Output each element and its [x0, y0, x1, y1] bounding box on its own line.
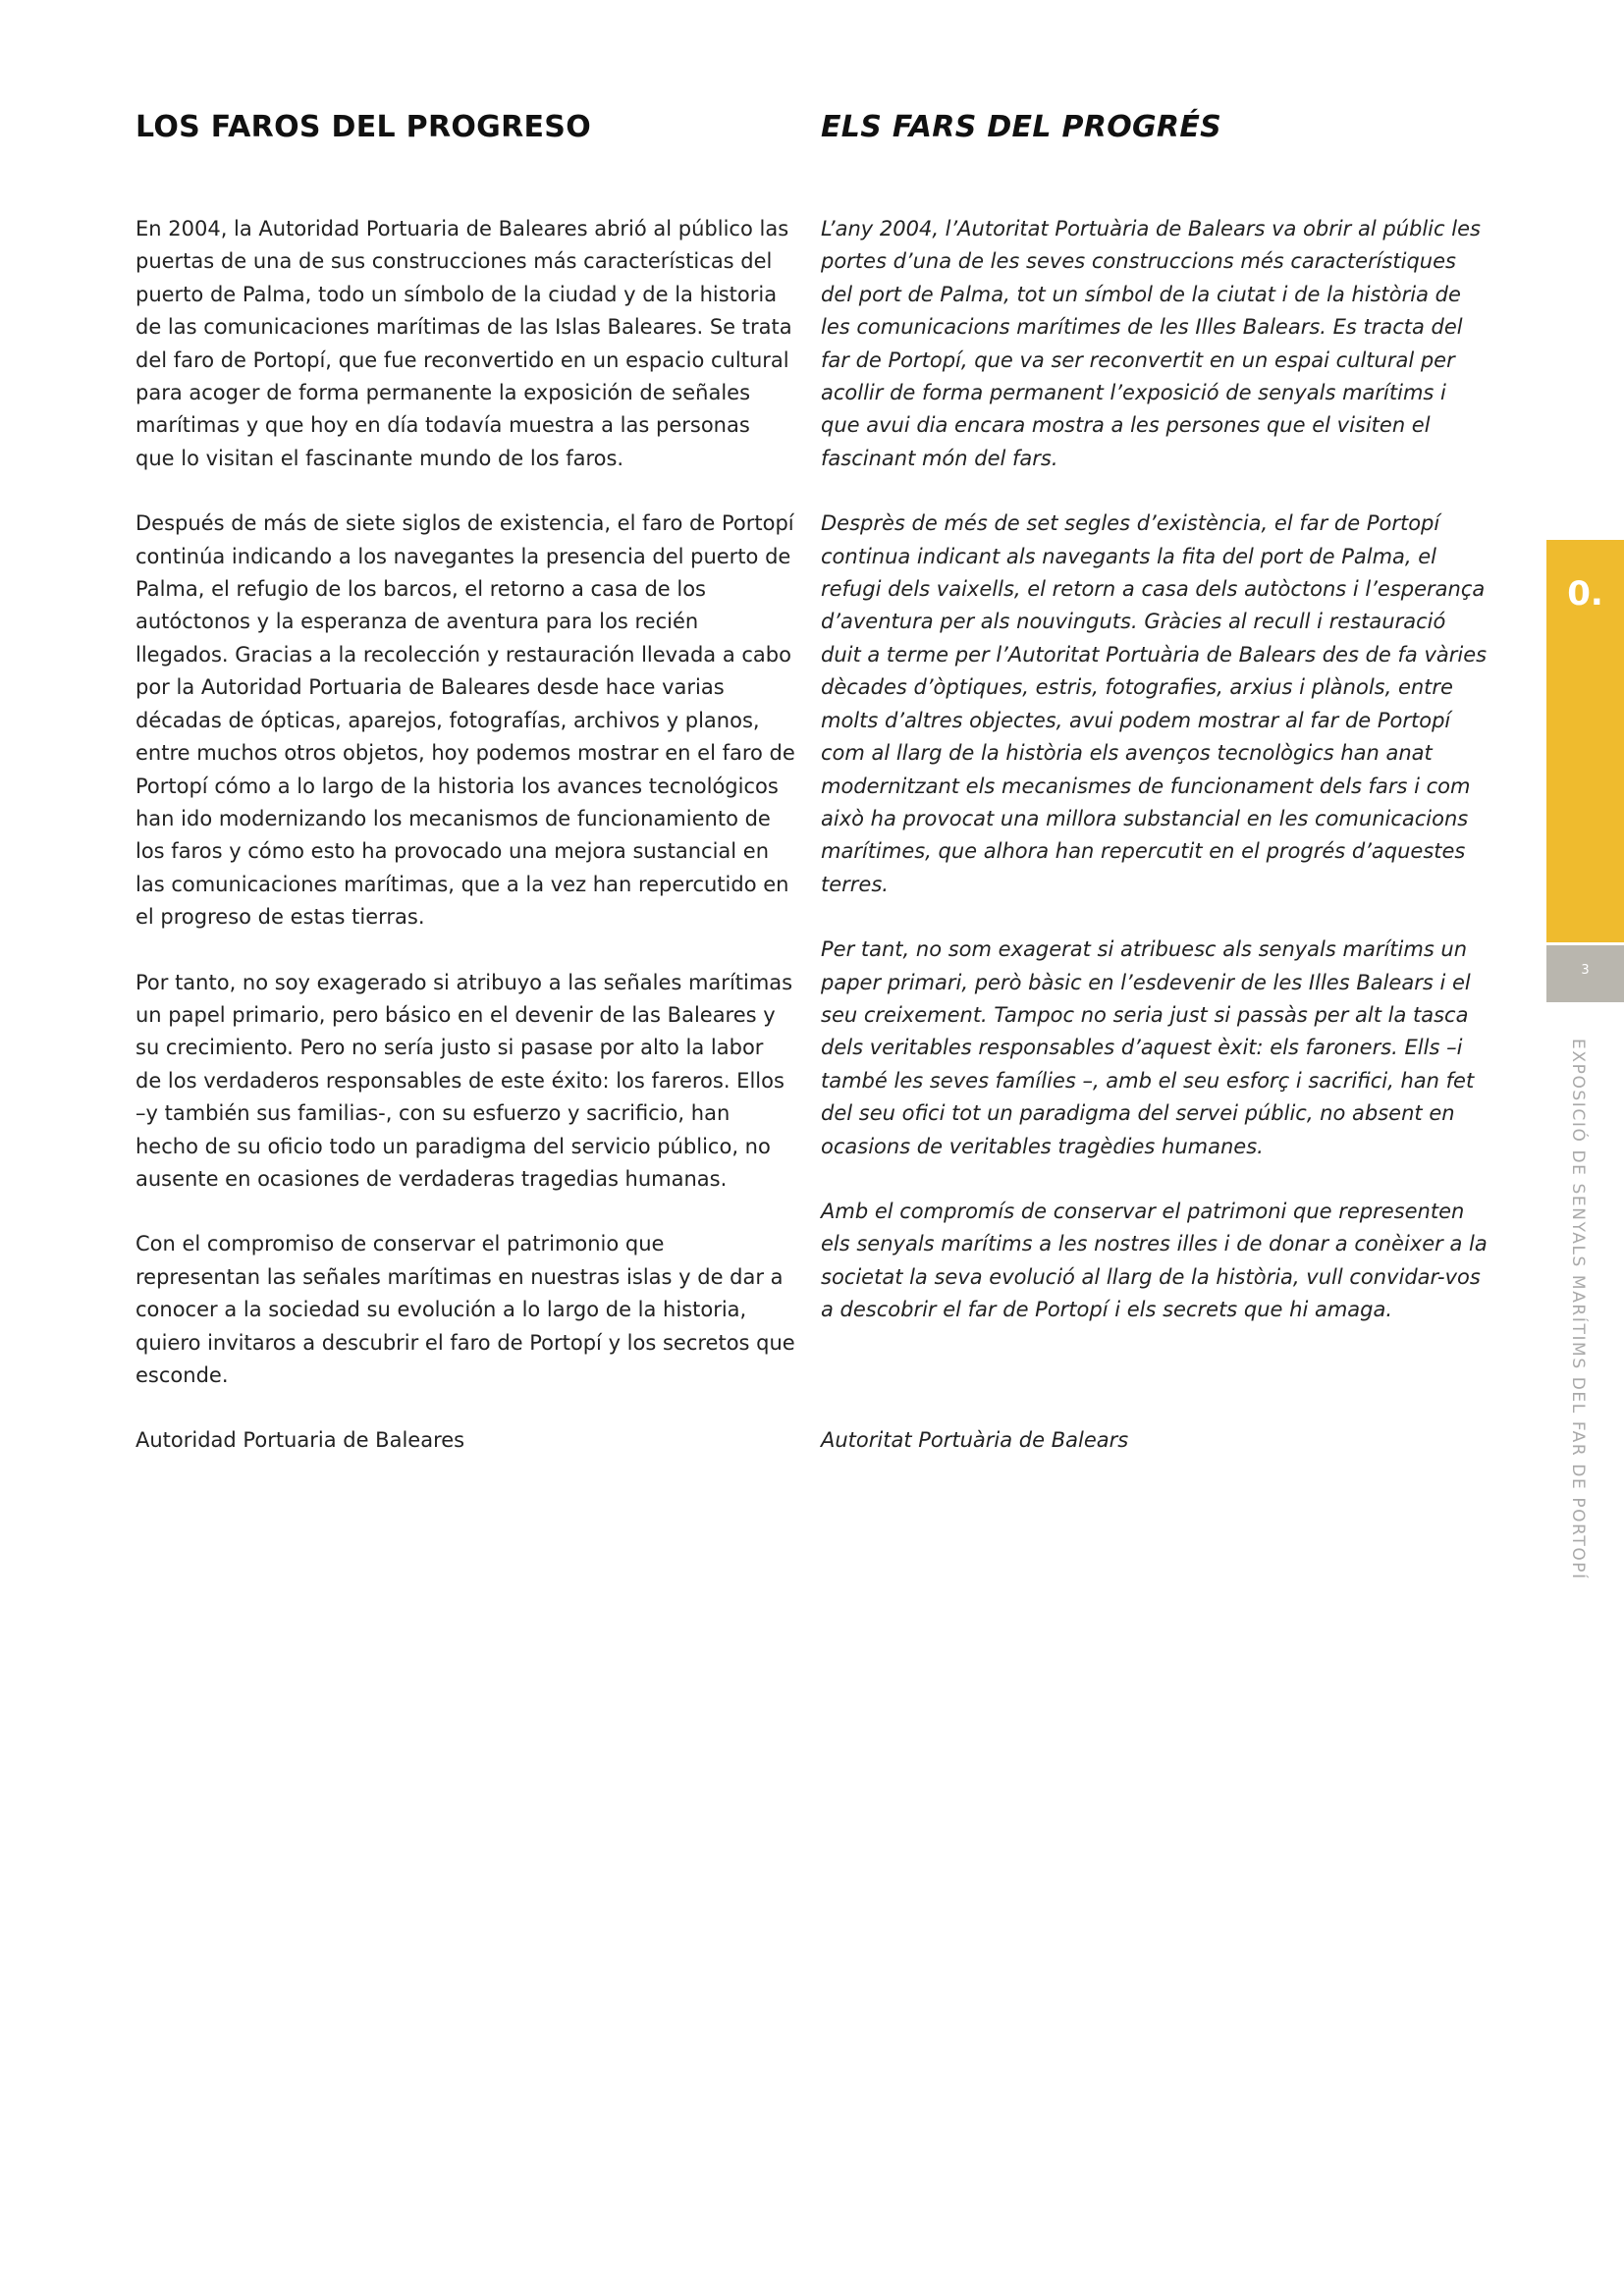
running-title: EXPOSICIÓ DE SENYALS MARÍTIMS DEL FAR DE PORTOPÍ — [1568, 1039, 1588, 1580]
catalan-paragraph-1: L’any 2004, l’Autoritat Portuària de Balears va obrir al públic les portes d’una de les seves construccions més característiques del port de Palma, tot un símbol de la ciutat i de la història de les comunicacions marítimes de les Illes Balears. Es tracta del far de Portopí, que va ser reconvertit en un espai cultural per acollir de forma permanent l’exposició de senyals marítims i que avui dia encara mostra a les persones que el visiten el fascinant món del fars. — [821, 217, 1481, 470]
catalan-body — [821, 213, 1489, 1360]
spanish-body — [135, 213, 795, 1424]
spanish-paragraph-1: En 2004, la Autoridad Portuaria de Baleares abrió al público las puertas de una de sus construcciones más características del puerto de Palma, todo un símbolo de la ciudad y de la historia de las comunicaciones marítimas de las Islas Baleares. Se trata del faro de Portopí, que fue reconvertido en un espacio cultural para acoger de forma permanente la exposición de señales marítimas y que hoy en día todavía muestra a las personas que lo visitan el fascinante mundo de los faros. — [135, 217, 792, 470]
catalan-paragraph-2: Desprès de més de set segles d’existència, el far de Portopí continua indicant als navegants la fita del port de Palma, el refugi dels vaixells, el retorn a casa dels autòctons i l’esperança d’aventura per als nouvinguts. Gràcies al recull i restauració duit a terme per l’Autoritat Portuària de Balears des de fa vàries dècades d’òptiques, estris, fotografies, arxius i plànols, entre molts d’altres objectes, avui podem mostrar al far de Portopí com al llarg de la història els avenços tecnològics han anat modernitzant els mecanismes de funcionament dels fars i com això ha provocat una millora substancial en les comunicacions marítimes, que alhora han repercutit en el progrés d’aquestes terres. — [821, 511, 1488, 896]
chapter-tab — [1546, 540, 1624, 942]
page-number-box — [1546, 945, 1624, 1002]
spanish-paragraph-2: Después de más de siete siglos de existencia, el faro de Portopí continúa indicando a los navegantes la presencia del puerto de Palma, el refugio de los barcos, el retorno a casa de los autóctonos y la esperanza de aventura para los recién llegados. Gracias a la recolección y restauración llevada a cabo por la Autoridad Portuaria de Baleares desde hace varias décadas de ópticas, aparejos, fotografías, archivos y planos, entre muchos otros objetos, hoy podemos mostrar en el faro de Portopí cómo a lo largo de la historia los avances tecnológicos han ido modernizando los mecanismos de funcionamiento de los faros y cómo esto ha provocado una mejora sustancial en las comunicaciones marítimas, que a la vez han repercutido en el progreso de estas tierras. — [135, 511, 795, 930]
catalan-signature: Autoritat Portuària de Balears — [821, 1428, 1129, 1452]
page-number: 3 — [1581, 963, 1590, 978]
spanish-paragraph-4: Con el compromiso de conservar el patrimonio que representan las señales marítimas en nuestras islas y de dar a conocer a la sociedad su evolución a lo largo de la historia, quiero invitaros a descubrir el faro de Portopí y los secretos que esconde. — [135, 1232, 795, 1387]
catalan-paragraph-4: Amb el compromís de conservar el patrimoni que representen els senyals marítims a les nostres illes i de donar a conèixer a la societat la seva evolució al llarg de la història, vull convidar-vos a descobrir el far de Portopí i els secrets que hi amaga. — [821, 1199, 1488, 1322]
catalan-title: ELS FARS DEL PROGRÉS — [821, 110, 1222, 144]
spanish-paragraph-3: Por tanto, no soy exagerado si atribuyo a las señales marítimas un papel primario, pero básico en el devenir de las Baleares y su crecimiento. Pero no sería justo si pasase por alto la labor de los verdaderos responsables de este éxito: los fareros. Ellos –y también sus familias-, con su esfuerzo y sacrificio, han hecho de su oficio todo un paradigma del servicio público, no ausente en ocasiones de verdaderas tragedias humanas. — [135, 970, 793, 1191]
spanish-signature: Autoridad Portuaria de Baleares — [135, 1428, 465, 1452]
catalan-paragraph-3: Per tant, no som exagerat si atribuesc als senyals marítims un paper primari, però bàsic en l’esdevenir de les Illes Balears i el seu creixement. Tampoc no seria just si passàs per alt la tasca dels veritables responsables d’aquest èxit: els faroners. Ells –i també les seves famílies –, amb el seu esforç i sacrifici, han fet del seu ofici tot un paradigma del servei públic, no absent en ocasions de veritables tragèdies humanes. — [821, 937, 1475, 1158]
spanish-title: LOS FAROS DEL PROGRESO — [135, 110, 591, 144]
chapter-number: 0. — [1567, 574, 1603, 614]
